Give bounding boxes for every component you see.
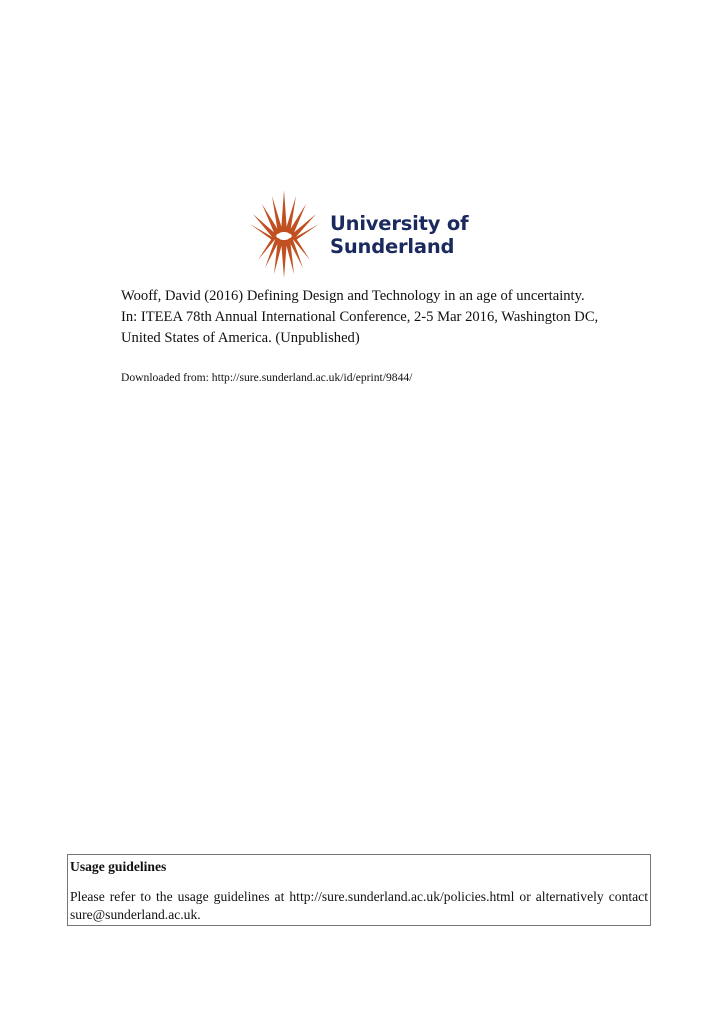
sunburst-logo-icon [250, 188, 320, 280]
usage-guidelines-title: Usage guidelines [70, 859, 167, 874]
university-logo [250, 188, 480, 280]
logo-line-1: University of [330, 212, 469, 235]
downloaded-from-link[interactable]: Downloaded from: http://sure.sunderland.ac.uk/id/eprint/9844/ [121, 371, 413, 384]
logo-wordmark [330, 212, 468, 258]
logo-line-2: Sunderland [330, 235, 455, 258]
usage-guidelines-box [67, 854, 651, 926]
citation-line-2: In: ITEEA 78th Annual International Conference, 2-5 Mar 2016, Washington DC, [121, 309, 599, 325]
citation [121, 286, 641, 349]
usage-guidelines-text: Please refer to the usage guidelines at http://sure.sunderland.ac.uk/policies.html or alternatively contact sure@sunderland.ac.uk. [70, 889, 648, 922]
citation-line-1: Wooff, David (2016) Defining Design and Technology in an age of uncertainty. [121, 288, 585, 304]
citation-line-3: United States of America. (Unpublished) [121, 330, 360, 346]
